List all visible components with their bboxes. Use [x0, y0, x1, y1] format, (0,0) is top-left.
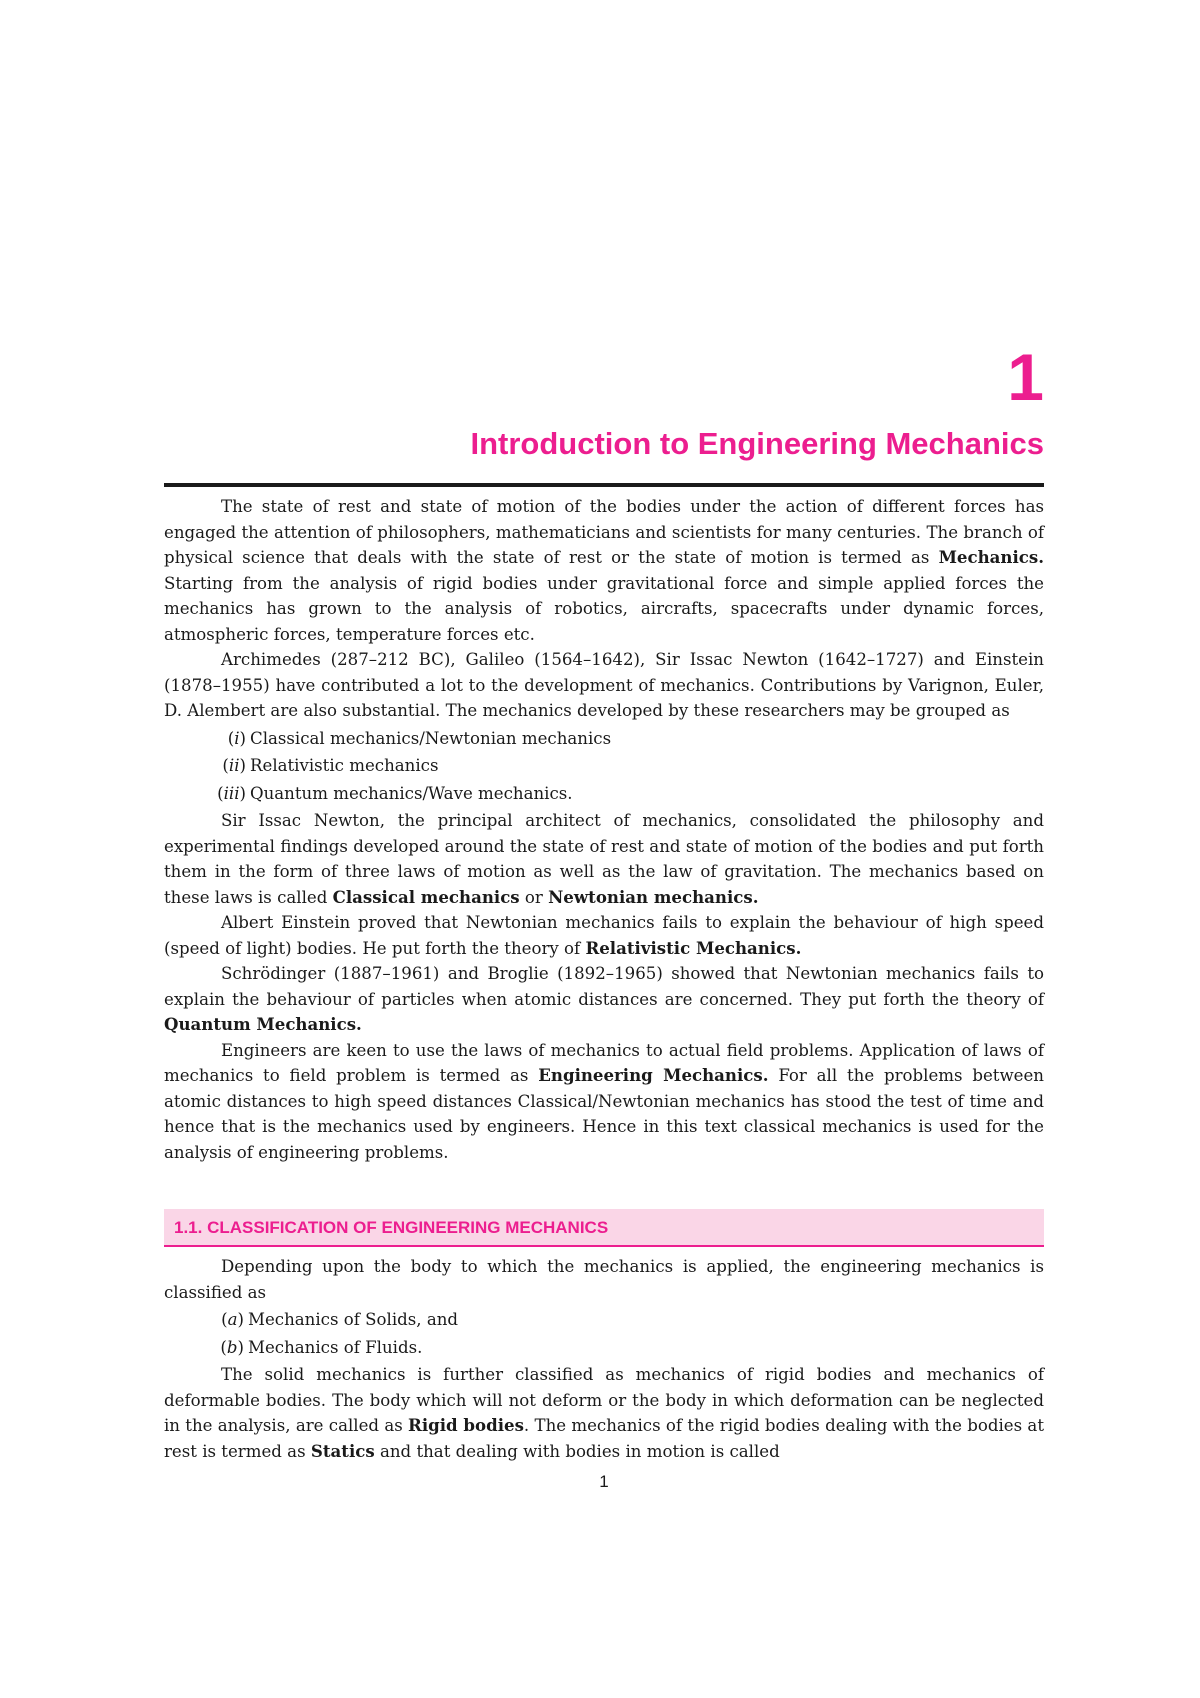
intro-paragraph-6: Engineers are keen to use the laws of mechanics to actual field problems. Application of laws of mechanics to field problem is termed as Engineering Mechanics. For all the problems between atomic distances to high speed distances Classical/Newtonian mechanics has stood the test of time and hence that is the mechanics used by engineers. Hence in this text classical mechanics is used for the analysis of engineering problems. [164, 1040, 1044, 1162]
intro-paragraph-5: Schrödinger (1887–1961) and Broglie (1892–1965) showed that Newtonian mechanics fails to explain the behaviour of particles when atomic distances are concerned. They put forth the theory of Quantum Mechanics. [164, 964, 1044, 1034]
section-heading-band [164, 1209, 1044, 1247]
section-body [164, 1254, 1044, 1464]
section-paragraph-1: Depending upon the body to which the mechanics is applied, the engineering mechanics is classified as [164, 1257, 1044, 1302]
intro-body [164, 494, 1044, 1165]
page-number: 1 [599, 1472, 609, 1491]
section-paragraph-2: The solid mechanics is further classified as mechanics of rigid bodies and mechanics of deformable bodies. The body which will not deform or the body in which deformation can be neglected in the analysis, are called as Rigid bodies. The mechanics of the rigid bodies dealing with the bodies at rest is termed as Statics and that dealing with bodies in motion is called [164, 1365, 1044, 1461]
title-divider [164, 483, 1044, 487]
intro-paragraph-1: The state of rest and state of motion of the bodies under the action of different forces has engaged the attention of philosophers, mathematicians and scientists for many centuries. The branch of physical science that deals with the state of rest or the state of motion is termed as Mechanics. Starting from the analysis of rigid bodies under gravitational force and simple applied forces the mechanics has grown to the analysis of robotics, aircrafts, spacecrafts under dynamic forces, atmospheric forces, temperature forces etc. [164, 497, 1044, 644]
intro-paragraph-3: Sir Issac Newton, the principal architect of mechanics, consolidated the philosophy and experimental findings developed around the state of rest and state of motion of the bodies and put forth them in the form of three laws of motion as well as the law of gravitation. The mechanics based on these laws is called Classical mechanics or Newtonian mechanics. [164, 811, 1044, 907]
list-item: (b) Mechanics of Fluids. [220, 1337, 423, 1357]
chapter-number: 1 [1007, 340, 1044, 414]
list-item: (a) Mechanics of Solids, and [221, 1310, 459, 1329]
intro-paragraph-2: Archimedes (287–212 BC), Galileo (1564–1642), Sir Issac Newton (1642–1727) and Einstein (1878–1955) have contributed a lot to the development of mechanics. Contributions by Varignon, Euler, D. Alembert are also substantial. The mechanics developed by these researchers may be grouped as [164, 650, 1044, 720]
list-item: (iii) Quantum mechanics/Wave mechanics. [217, 783, 573, 803]
intro-paragraph-4: Albert Einstein proved that Newtonian mechanics fails to explain the behaviour of high speed (speed of light) bodies. He put forth the theory of Relativistic Mechanics. [164, 913, 1044, 958]
chapter-title: Introduction to Engineering Mechanics [470, 426, 1044, 461]
section-title: 1.1. CLASSIFICATION OF ENGINEERING MECHANICS [174, 1218, 609, 1237]
list-item: (ii) Relativistic mechanics [222, 756, 439, 775]
list-item: (i) Classical mechanics/Newtonian mechanics [227, 728, 612, 748]
